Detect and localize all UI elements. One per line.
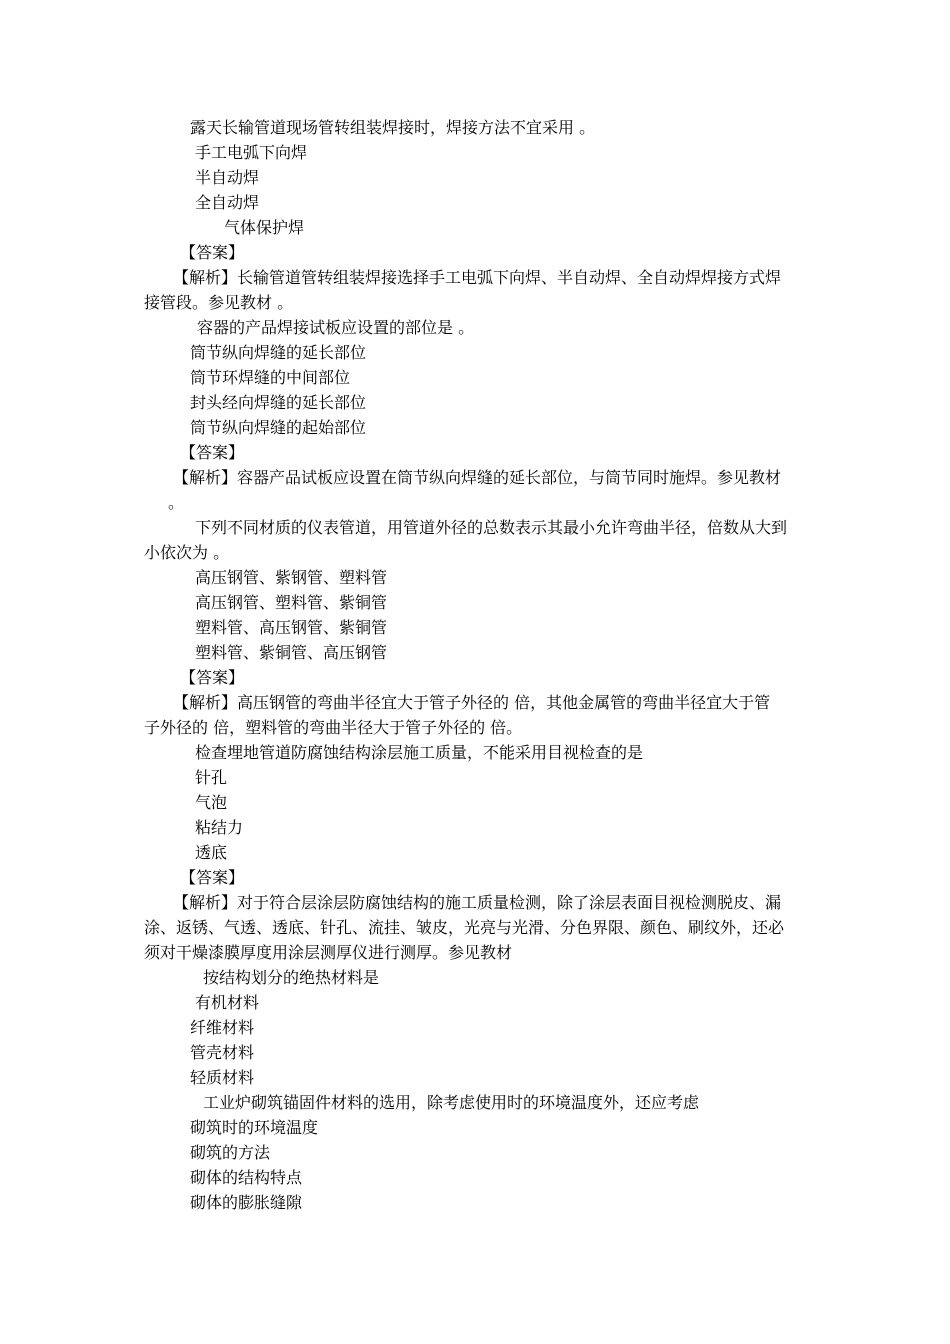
question-3-option-a: 高压钢管、紫钢管、塑料管	[195, 568, 388, 587]
question-3-analysis-text: 高压钢管的弯曲半径宜大于管子外径的 倍，其他金属管的弯曲半径宜大于管	[237, 693, 771, 712]
question-2-option-c: 封头经向焊缝的延长部位	[190, 393, 367, 412]
question-2-answer-label: 【答案】	[180, 443, 245, 462]
question-6-stem: 工业炉砌筑锚固件材料的选用，除考虑使用时的环境温度外，还应考虑	[203, 1093, 700, 1112]
question-3-analysis-label: 【解析】	[173, 693, 238, 712]
question-4-option-d: 透底	[195, 843, 228, 862]
question-3-option-b: 高压钢管、塑料管、紫铜管	[195, 593, 388, 612]
question-4-answer-label: 【答案】	[180, 868, 245, 887]
question-4-analysis	[173, 893, 781, 913]
question-2-analysis-line-2: 。	[168, 493, 185, 512]
question-5-option-c: 管壳材料	[190, 1043, 255, 1062]
question-3-analysis-line-2: 子外径的 倍，塑料管的弯曲半径大于管子外径的 倍。	[144, 718, 523, 737]
question-3-answer-label: 【答案】	[180, 668, 245, 687]
question-6-option-d: 砌体的膨胀缝隙	[190, 1193, 303, 1212]
question-2-analysis-label: 【解析】	[173, 468, 238, 487]
question-4-option-a: 针孔	[195, 768, 228, 787]
question-1-option-b: 半自动焊	[195, 168, 260, 187]
question-6-option-a: 砌筑时的环境温度	[190, 1118, 319, 1137]
question-2-option-b: 筒节环焊缝的中间部位	[190, 368, 351, 387]
question-1-analysis	[173, 268, 781, 288]
question-5-option-d: 轻质材料	[190, 1068, 255, 1087]
question-1-analysis-label: 【解析】	[173, 268, 238, 287]
question-1-option-c: 全自动焊	[195, 193, 260, 212]
question-1-option-d: 气体保护焊	[224, 218, 305, 237]
question-3-stem: 下列不同材质的仪表管道，用管道外径的总数表示其最小允许弯曲半径，倍数从大到	[195, 518, 788, 537]
question-2-option-a: 筒节纵向焊缝的延长部位	[190, 343, 367, 362]
question-1-analysis-text: 长输管道管转组装焊接选择手工电弧下向焊、半自动焊、全自动焊焊接方式焊	[237, 268, 782, 287]
question-4-stem: 检查埋地管道防腐蚀结构涂层施工质量，不能采用目视检查的是	[195, 743, 644, 762]
question-6-option-c: 砌体的结构特点	[190, 1168, 303, 1187]
question-3-stem-line-2: 小依次为 。	[144, 543, 230, 562]
question-5-option-b: 纤维材料	[190, 1018, 255, 1037]
question-2-option-d: 筒节纵向焊缝的起始部位	[190, 418, 367, 437]
question-1-option-a: 手工电弧下向焊	[195, 143, 308, 162]
question-4-option-c: 粘结力	[195, 818, 244, 837]
question-4-analysis-text: 对于符合层涂层防腐蚀结构的施工质量检测，除了涂层表面目视检测脱皮、漏	[237, 893, 782, 912]
question-2-analysis-text: 容器产品试板应设置在筒节纵向焊缝的延长部位，与筒节同时施焊。参见教材	[237, 468, 782, 487]
question-4-option-b: 气泡	[195, 793, 228, 812]
question-4-analysis-line-3: 须对干燥漆膜厚度用涂层测厚仪进行测厚。参见教材	[144, 943, 513, 962]
question-1-stem: 露天长输管道现场管转组装焊接时，焊接方法不宜采用 。	[190, 118, 596, 137]
question-6-option-b: 砌筑的方法	[190, 1143, 271, 1162]
question-5-stem: 按结构划分的绝热材料是	[203, 968, 380, 987]
question-1-answer-label: 【答案】	[180, 243, 245, 262]
question-2-stem: 容器的产品焊接试板应设置的部位是 。	[197, 318, 475, 337]
question-1-analysis-line-2: 接管段。参见教材 。	[144, 293, 294, 312]
question-3-option-c: 塑料管、高压钢管、紫铜管	[195, 618, 388, 637]
question-3-option-d: 塑料管、紫铜管、高压钢管	[195, 643, 388, 662]
question-5-option-a: 有机材料	[195, 993, 260, 1012]
question-3-analysis	[173, 693, 770, 713]
question-2-analysis	[173, 468, 781, 488]
question-4-analysis-label: 【解析】	[173, 893, 238, 912]
question-4-analysis-line-2: 涂、返锈、气透、透底、针孔、流挂、皱皮，光亮与光滑、分色界限、颜色、刷纹外，还必	[144, 918, 785, 937]
